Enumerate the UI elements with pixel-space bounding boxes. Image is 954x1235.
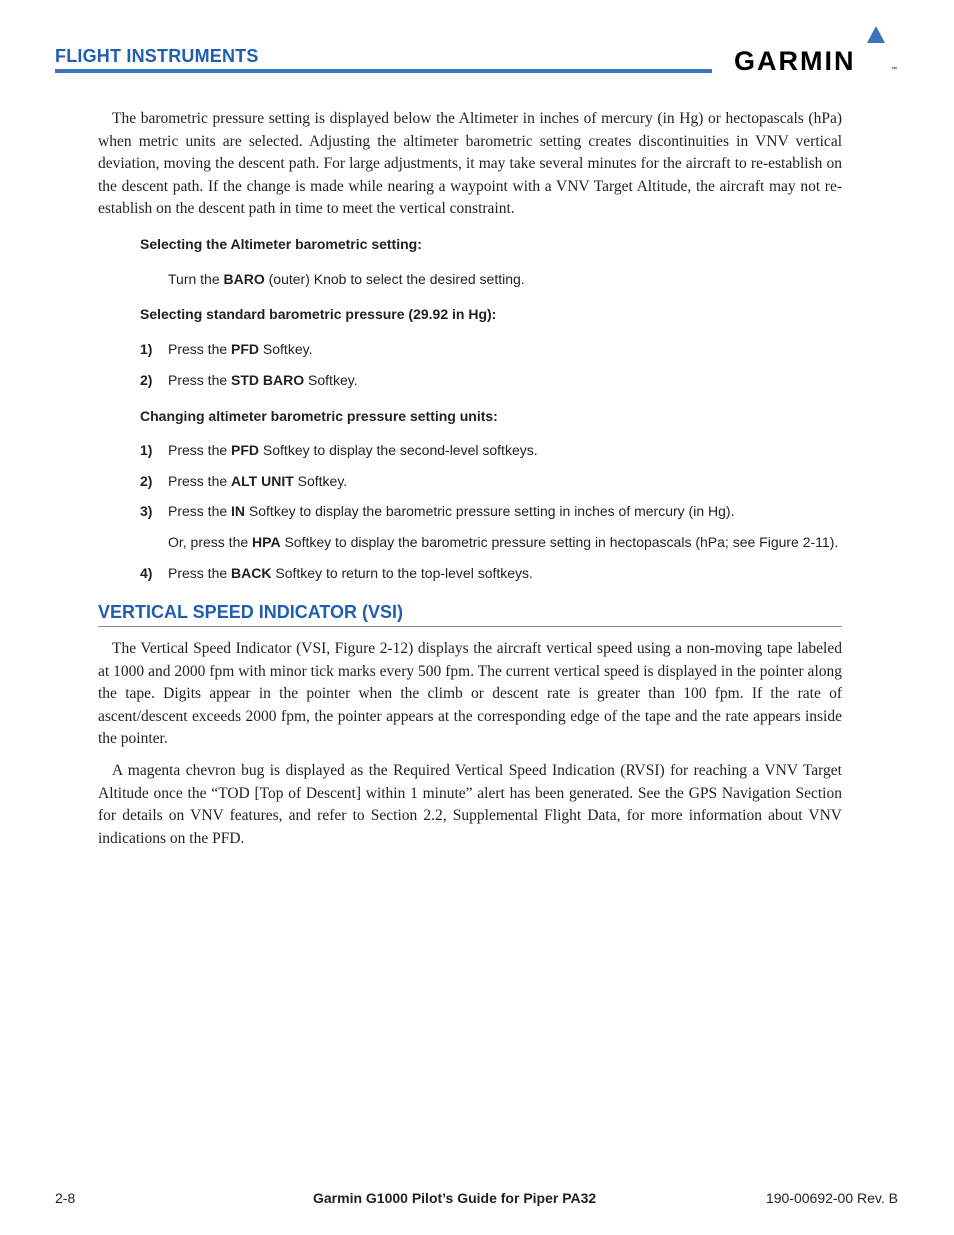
garmin-logo — [734, 26, 900, 76]
logo-trademark: ™ — [891, 67, 897, 73]
step-text-post: Softkey. — [304, 372, 358, 388]
section-divider — [98, 626, 842, 627]
step-number: 1) — [140, 341, 153, 357]
section-header-title: FLIGHT INSTRUMENTS — [55, 46, 259, 66]
step-number: 2) — [140, 473, 153, 489]
step-text-post: Softkey. — [293, 473, 348, 489]
step-text — [168, 372, 358, 388]
key-name: ALT UNIT — [231, 473, 294, 489]
step-number: 2) — [140, 372, 153, 388]
instruction-text: (outer) Knob to select the desired setting. — [264, 271, 525, 287]
step-text-pre: Press the — [168, 372, 232, 388]
step-number: 3) — [140, 503, 153, 519]
instruction-text: Turn the — [168, 271, 224, 287]
step-text-alternate — [168, 534, 838, 550]
step-text-pre: Press the — [168, 473, 232, 489]
step-text — [168, 503, 734, 519]
key-name-baro: BARO — [223, 271, 265, 287]
step-text — [168, 341, 312, 357]
key-name: PFD — [231, 341, 260, 357]
step-text-post: Softkey to display the barometric pressure setting in inches of mercury (in Hg). — [245, 503, 735, 519]
step-text-pre: Or, press the — [168, 534, 253, 550]
step-text-pre: Press the — [168, 503, 232, 519]
step-text — [168, 565, 533, 581]
step-text-pre: Press the — [168, 442, 232, 458]
garmin-delta-icon — [866, 26, 886, 44]
header-divider — [55, 69, 712, 73]
vsi-paragraph-1: The Vertical Speed Indicator (VSI, Figure 2-12) displays the aircraft vertical speed using a non-moving tape labeled at 1000 and 2000 fpm with minor tick marks every 500 fpm. The current vertical speed is displayed in the pointer along the tape. Digits appear in the pointer when the climb or descent rate is greater than 100 fpm. If the rate of ascent/descent exceeds 2000 fpm, the pointer appears at the corresponding edge of the tape and the rate appears inside the pointer. — [98, 640, 842, 747]
key-name: IN — [231, 503, 246, 519]
procedure-instruction-baro — [168, 271, 525, 287]
step-number: 4) — [140, 565, 153, 581]
intro-paragraph: The barometric pressure setting is displayed below the Altimeter in inches of mercury (in Hg) or hectopascals (hPa) when metric units are selected. Adjusting the altimeter barometric setting creates discontinuities in VNV vertical deviation, moving the descent path. For large adjustments, it may take several minutes for the aircraft to re-establish on the descent path. If the change is made while nearing a waypoint with a VNV Target Altitude, the aircraft may not re-establish on the descent path in time to meet the vertical constraint. — [98, 110, 842, 217]
step-text-post: Softkey to display the second-level softkeys. — [259, 442, 538, 458]
step-text — [168, 442, 538, 458]
page-number: 2-8 — [55, 1190, 76, 1206]
key-name: PFD — [231, 442, 260, 458]
vsi-section-title: VERTICAL SPEED INDICATOR (VSI) — [98, 602, 404, 622]
logo-wordmark: GARMIN — [734, 46, 856, 76]
procedure-heading-select-baro: Selecting the Altimeter barometric setting: — [140, 236, 422, 252]
step-text-post: Softkey. — [259, 341, 313, 357]
document-title: Garmin G1000 Pilot’s Guide for Piper PA32 — [313, 1190, 597, 1206]
step-text — [168, 473, 347, 489]
step-text-pre: Press the — [168, 565, 232, 581]
procedure-heading-units: Changing altimeter barometric pressure setting units: — [140, 408, 498, 424]
vsi-paragraph-2: A magenta chevron bug is displayed as the Required Vertical Speed Indication (RVSI) for reaching a VNV Target Altitude once the “TOD [Top of Descent] within 1 minute” alert has been generated. See the GPS Navigation Section for details on VNV features, and refer to Section 2.2, Supplemental Flight Data, for more information about VNV indications on the PFD. — [98, 762, 842, 847]
procedure-heading-std-baro: Selecting standard barometric pressure (29.92 in Hg): — [140, 306, 497, 322]
key-name: STD BARO — [231, 372, 305, 388]
step-text-pre: Press the — [168, 341, 232, 357]
step-text-post: Softkey to display the barometric pressure setting in hectopascals (hPa; see Figure 2-11). — [280, 534, 839, 550]
part-number: 190-00692-00 Rev. B — [765, 1190, 898, 1206]
key-name: BACK — [231, 565, 272, 581]
step-number: 1) — [140, 442, 153, 458]
step-text-post: Softkey to return to the top-level softkeys. — [271, 565, 533, 581]
key-name: HPA — [252, 534, 281, 550]
